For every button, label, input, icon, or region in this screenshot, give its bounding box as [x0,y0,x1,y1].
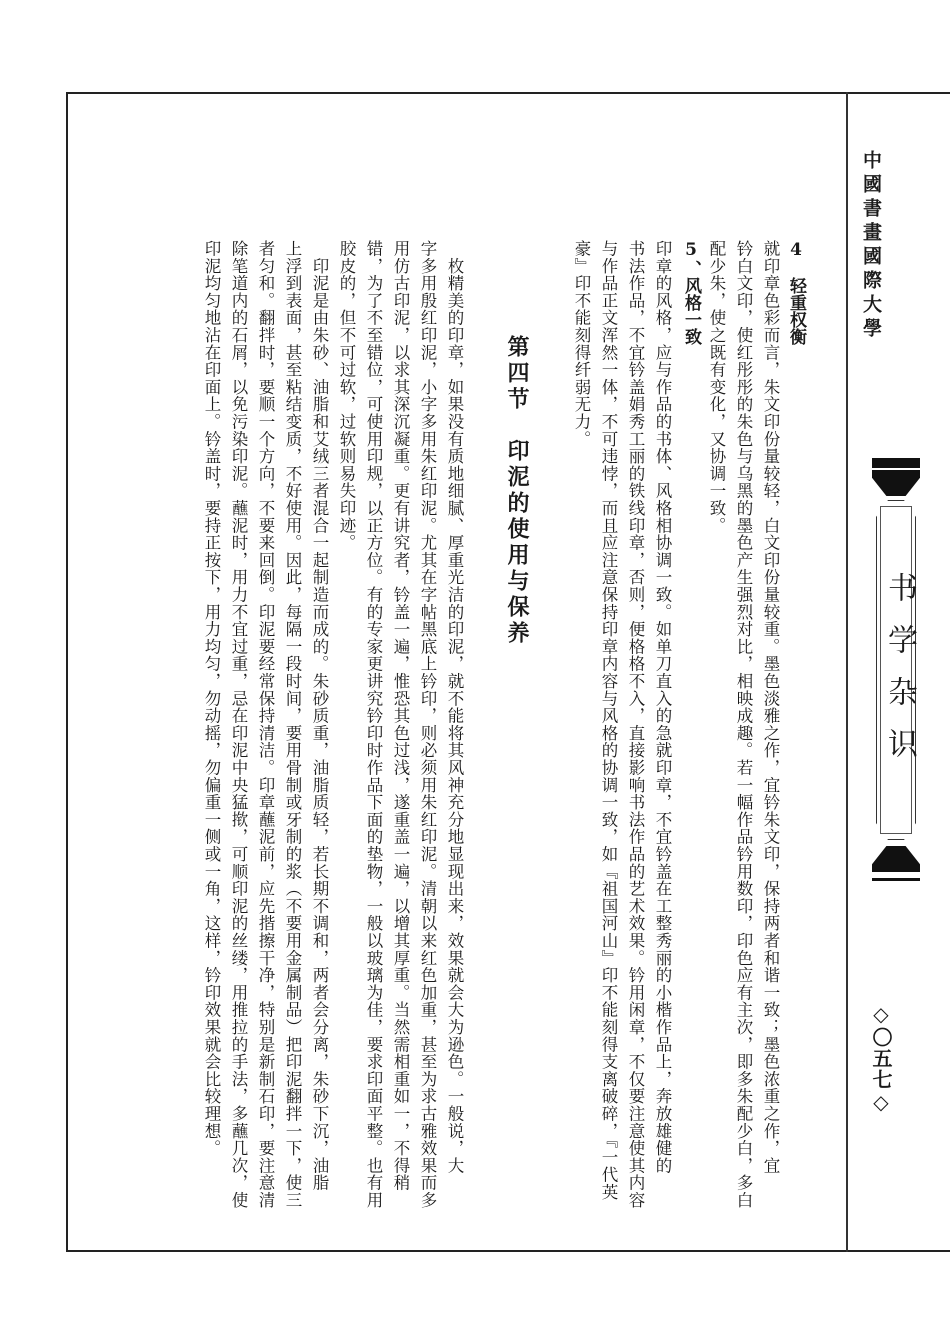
subsection-5-heading: 5、风格一致 [681,240,701,345]
page-frame [66,92,950,1252]
paragraph-line: 印章的风格，应与作品的书体、风格相协调一致。如单刀直入的急就印章，不宜钤盖在工整秀丽的小楷作品上，奔放雄健的 [653,240,672,1175]
page-number: ◇〇五七◇ [869,1002,893,1115]
column-divider [846,92,848,1252]
paragraph-line: 就印章色彩而言，朱文印份量较轻，白文印份量较重。墨色淡雅之作，宜钤朱文印，保持两者和谐一致；墨色浓重之作，宜 [761,240,780,1175]
paragraph-line: 豪』印不能刻得纤弱无力。 [572,240,591,448]
paragraph-line: 上浮到表面，甚至粘结变质，不好使用。因此，每隔一段时间，要用骨制或牙制的浆（不要用金属制品）把印泥翻拌一下，使三 [283,240,302,1209]
paragraph-line: 胶皮的，但不可过软，过软则易失印迹。 [337,240,356,552]
paragraph-line: 书法作品，不宜钤盖娟秀工丽的铁线印章，否则，便格格不入，直接影响书法作品的艺术效果。钤用闲章，不仅要注意使其内容 [626,240,645,1209]
paragraph-line: 者匀和。翻拌时，要顺一个方向，不要来回倒。印泥要经常保持清洁。印章蘸泥前，应先揩擦干净，特别是新制石印，要注意清 [256,240,275,1209]
paragraph-line: 印泥是由朱砂、油脂和艾绒三者混合一起制造而成的。朱砂质重，油脂质轻，若长期不调和，两者会分离，朱砂下沉，油脂 [310,240,329,1192]
paragraph-line: 错，为了不至错位，可使用印规，以正方位。有的专家更讲究钤印时作品下面的垫物，一般以玻璃为佳，要求印面平整。也有用 [364,240,383,1209]
ornament-bar-top [872,458,920,468]
paragraph-line: 配少朱，使之既有变化，又协调一致。 [707,240,726,535]
paragraph-line: 字多用殷红印泥，小字多用朱红印泥。尤其在字帖黑底上钤印，则必须用朱红印泥。清朝以来红色加重，甚至为求古雅效果而多 [418,240,437,1209]
paragraph-line: 与作品正文浑然一体，不可违悖，而且应注意保持印章内容与风格的协调一致，如『祖国河山』印不能刻得支离破碎，『一代英 [599,240,618,1201]
paragraph-line: 印泥均匀地沾在印面上。钤盖时，要持正按下，用力均匀，勿动摇，勿偏重一侧或一角，这样，钤印效果就会比较理想。 [202,240,221,1157]
paragraph-line: 枚精美的印章，如果没有质地细腻、厚重光洁的印泥，就不能将其风神充分地显现出来，效果就会大为逊色。一般说，大 [445,240,464,1175]
paragraph-line: 钤白文印，使红彤彤的朱色与乌黑的墨色产生强烈对比，相映成趣。若一幅作品钤用数印，印色应有主次，即多朱配少白，多白 [734,240,753,1209]
subsection-4-heading: 4 轻重权衡 [786,240,806,345]
journal-title: 中國書畫國際大學 [860,150,882,342]
paragraph-line: 用仿古印泥，以求其深沉凝重。更有讲究者，钤盖一遍，惟恐其色过浅，遂重盖一遍，以增其厚重。当然需相重如一，不得稍 [391,240,410,1192]
ornament-bar-bottom [872,878,920,881]
section-4-title: 第四节 印泥的使用与保养 [504,335,530,647]
paragraph-line: 除笔道内的石屑，以免污染印泥。蘸泥时，用力不宜过重，忌在印泥中央猛揿，可顺印泥的丝缕，用推拉的手法，多蘸几次，使 [229,240,248,1209]
category-title: 书学杂识 [882,572,917,780]
